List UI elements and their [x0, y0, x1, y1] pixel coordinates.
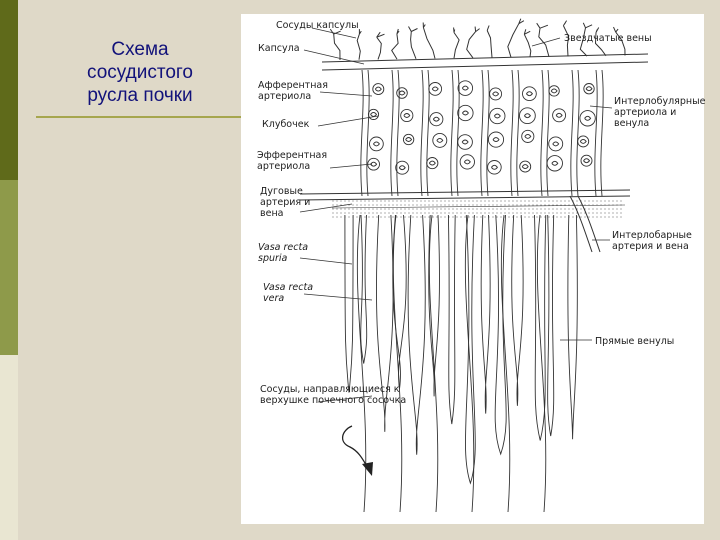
leader-line [318, 116, 378, 126]
interlobular-artery [541, 70, 543, 196]
interlobular-artery [595, 70, 597, 196]
capsule-vessel-branch [508, 24, 519, 58]
capsule-vessel-branch [454, 33, 459, 59]
glomerulus-capillary-tuft [429, 161, 435, 165]
glomerulus-capillary-tuft [464, 160, 470, 164]
glomerulus [429, 83, 442, 96]
leader-line [590, 106, 612, 108]
glomerulus-capillary-tuft [526, 92, 532, 96]
capsule-vessel-twig [537, 23, 548, 28]
capsule-line-outer [322, 54, 648, 62]
interlobular-vein [577, 70, 579, 196]
glomerulus-capillary-tuft [551, 89, 557, 93]
arcuate-artery [300, 190, 630, 194]
glomerulus [396, 161, 409, 174]
label-capsule: Капсула [258, 43, 300, 54]
interlobular-artery [361, 70, 363, 196]
glomerulus [433, 133, 447, 147]
glomerulus-capillary-tuft [399, 91, 405, 95]
pointer-arrow [343, 426, 373, 476]
glomerulus-capillary-tuft [493, 138, 499, 142]
capsule-vessel-twig [583, 23, 592, 28]
capsule-vessel-twig [409, 27, 418, 32]
vasa-recta-layer [345, 215, 577, 512]
label-stellate-veins: Звездчатые вены [564, 33, 652, 44]
capsule-vessel-twig [475, 27, 480, 32]
interlobular-vein [547, 70, 549, 196]
slide-title-line-2: сосудистого [87, 62, 193, 83]
interlobular-artery [391, 70, 393, 196]
interlobular-vein [487, 70, 489, 196]
capsule-vessel-twig [359, 29, 361, 34]
capsule-vessel-branch [423, 28, 435, 59]
glomerulus-capillary-tuft [399, 166, 405, 170]
glomerulus [401, 109, 413, 121]
glomerulus [373, 84, 384, 95]
label-venulae-rectae: Прямые венулы [595, 336, 675, 347]
capsule-vessel-twig [423, 23, 425, 28]
glomerulus-capillary-tuft [462, 140, 468, 144]
glomerulus-capillary-tuft [494, 114, 500, 118]
glomerulus [458, 81, 473, 96]
glomerulus [520, 108, 536, 124]
glomerulus [368, 109, 378, 119]
interlobular-vein [601, 70, 603, 196]
glomerulus [523, 87, 537, 101]
glomerulus [458, 105, 473, 120]
interlobular-vein [517, 70, 519, 196]
glomerulus-capillary-tuft [556, 113, 562, 117]
capsule-vessel-twig [377, 32, 385, 37]
descending-vessel [501, 215, 509, 512]
capsule-vessel-branch [524, 34, 531, 57]
glomerulus-capillary-tuft [585, 116, 591, 120]
glomerulus [584, 84, 594, 94]
glomerulus [397, 88, 408, 99]
glomerulus-capillary-tuft [373, 142, 379, 146]
label-vasa-recta-vera: Vasa recta vera [263, 282, 314, 304]
capsule-vessel-branch [377, 37, 382, 59]
glomerulus-capillary-tuft [437, 138, 443, 142]
glomerulus [488, 161, 502, 175]
glomerulus [549, 137, 563, 151]
glomerulus-capillary-tuft [406, 138, 412, 142]
vasa-recta-loop [448, 215, 455, 424]
glomerulus [430, 113, 443, 126]
glomerulus-capillary-tuft [584, 159, 590, 163]
glomerulus-capillary-tuft [433, 117, 439, 121]
slide-title-line-3: русла почки [87, 85, 193, 106]
label-interlobar-vessels: Интерлобарные артерия и вена [612, 230, 692, 252]
vasa-recta-loop [495, 215, 506, 454]
capsule-vessel-branch [467, 32, 476, 58]
glomerulus [370, 137, 384, 151]
capsule-vessel-twig [563, 21, 566, 26]
slide-title-line-1: Схема [111, 39, 169, 60]
capsule-vessel-branch [487, 31, 492, 58]
glomerulus-capillary-tuft [586, 87, 592, 91]
glomerulus [581, 155, 592, 166]
glomerulus-capillary-tuft [375, 87, 381, 91]
capsule-vessel-branch [411, 32, 416, 59]
glomerulus-capillary-tuft [525, 134, 531, 138]
vasa-recta-loop [408, 215, 425, 455]
glomerulus-capillary-tuft [432, 87, 438, 91]
descending-vessel [357, 215, 365, 512]
label-arcuate-vessels: Дуговые артерия и вена [260, 186, 311, 219]
arcuate-vessel-layer [300, 190, 630, 252]
glomerulus [522, 130, 534, 142]
glomerulus-capillary-tuft [580, 139, 586, 143]
capsule-vessel-branch [357, 34, 360, 60]
glomerulus-capillary-tuft [553, 142, 559, 146]
capsule-vessel-twig [524, 29, 530, 34]
capsule-vessel-twig [454, 28, 455, 33]
capsule-vessel-twig [397, 29, 399, 34]
glomerulus-capillary-tuft [462, 86, 468, 90]
interlobular-artery [481, 70, 483, 196]
capsule-vessel-twig [519, 19, 524, 24]
glomerulus [578, 136, 589, 147]
glomerulus [553, 109, 566, 122]
glomerulus-capillary-tuft [371, 112, 377, 116]
label-capsule-vessels: Сосуды капсулы [276, 20, 359, 31]
glomerulus [458, 135, 473, 150]
interlobular-vein [367, 70, 369, 196]
capsule-vessel-twig [487, 26, 489, 31]
descending-vessel [429, 215, 437, 512]
capsule-line-inner [322, 62, 648, 70]
glomerulus [520, 161, 531, 172]
interlobular-artery [511, 70, 513, 196]
label-vasa-recta-spuria: Vasa recta spuria [258, 242, 309, 264]
vasa-recta-loop [512, 215, 523, 406]
glomerulus-capillary-tuft [522, 165, 528, 169]
interlobular-artery [451, 70, 453, 196]
vasa-recta-loop [393, 215, 406, 389]
glomerulus-capillary-tuft [524, 114, 530, 118]
label-efferent-arteriole: Эфферентная артериола [257, 150, 328, 172]
glomerulus [547, 156, 562, 171]
interlobular-artery [421, 70, 423, 196]
glomerulus [549, 86, 559, 96]
glomerulus [403, 134, 413, 144]
glomerulus-capillary-tuft [493, 92, 499, 96]
glomerulus-capillary-tuft [552, 161, 558, 165]
vasa-recta-loop [481, 215, 490, 414]
label-papilla-vessels: Сосуды, направляющиеся к верхушке почечного сосочка [260, 384, 407, 406]
capsule-vessel-twig [596, 28, 599, 33]
glomerulus [488, 132, 503, 147]
glomerulus [490, 108, 505, 123]
vasa-recta-loop [548, 215, 554, 436]
glomerulus-capillary-tuft [462, 111, 468, 115]
glomerulus-capillary-tuft [491, 165, 497, 169]
glomerulus-capillary-tuft [404, 114, 410, 118]
vasa-recta-loop [361, 215, 367, 364]
label-glomerulus: Клубочек [262, 119, 310, 130]
glomerulus [460, 155, 474, 169]
glomerulus [580, 111, 595, 126]
label-afferent-arteriole: Афферентная артериола [258, 80, 328, 102]
interlobular-artery [571, 70, 573, 196]
capsule-vessel-twig [614, 27, 619, 32]
capsule-vessel-branch [392, 34, 398, 59]
descending-vessel [393, 215, 401, 512]
glomerulus [490, 88, 502, 100]
label-interlobular-vessels: Интерлобулярные артериола и венула [614, 96, 706, 129]
capsule-layer [322, 19, 648, 70]
glomeruli-layer [361, 70, 603, 196]
vasa-recta-loop [345, 215, 353, 393]
glomerulus [427, 158, 438, 169]
vasa-recta-loop [568, 215, 577, 439]
capsule-vessel-branch [334, 34, 340, 60]
corticomedullary-zone [332, 198, 622, 220]
